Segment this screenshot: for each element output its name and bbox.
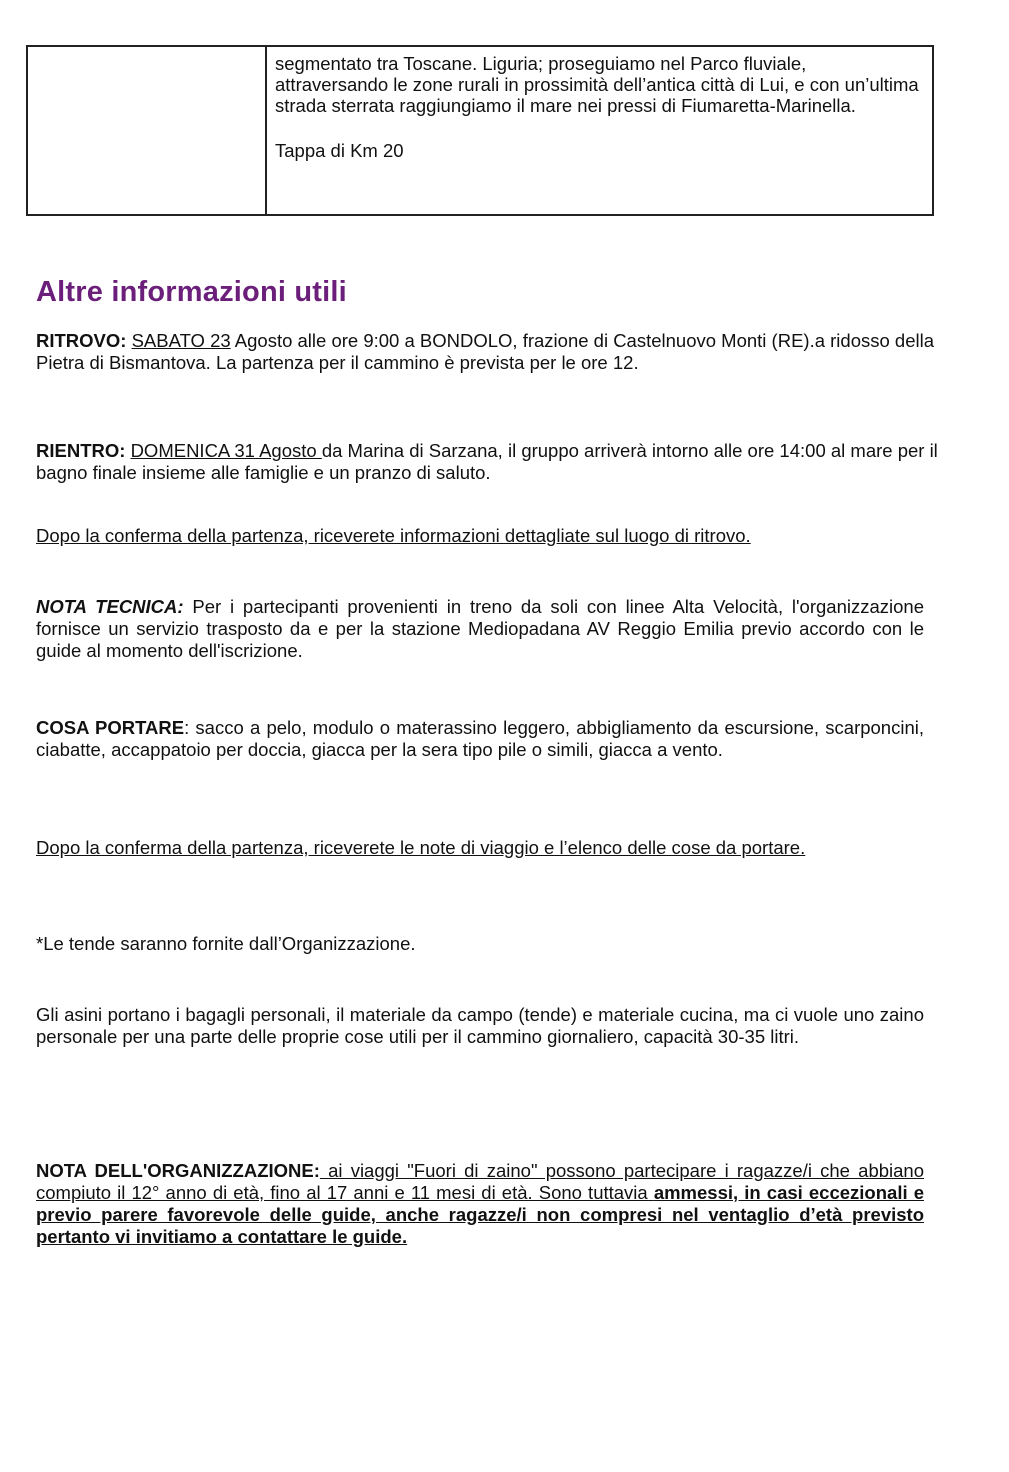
nota-org-text: ai viaggi "Fuori di zaino" possono partecipare i ragazze/i che abbiano compiuto il 12° anno di età, fino al 17 anni e 11 mesi di età. Sono tuttavia xyxy=(36,1160,925,1203)
cosa-portare-paragraph xyxy=(36,717,924,761)
stage-description: segmentato tra Toscane. Liguria; proseguiamo nel Parco fluviale, attraversando le zone rurali in prossimità dell’antica città di Lui, e con un’ultima strada sterrata raggiungiamo il mare nei pressi di Fiumaretta-Marinella. xyxy=(275,53,919,116)
note-cose-da-portare: Dopo la conferma della partenza, riceverete le note di viaggio e l’elenco delle cose da portare. xyxy=(36,837,806,858)
note-ritrovo: Dopo la conferma della partenza, riceverete informazioni dettagliate sul luogo di ritrovo. xyxy=(36,525,751,546)
cosa-portare-label: COSA PORTARE xyxy=(36,717,185,738)
ritrovo-date: SABATO 23 xyxy=(131,330,231,351)
rientro-text: da Marina di Sarzana, il gruppo arriverà intorno alle ore 14:00 al mare per il bagno finale insieme alle famiglie e un pranzo di saluto. xyxy=(36,440,938,483)
rientro-date: DOMENICA 31 Agosto xyxy=(130,440,322,461)
rientro-paragraph xyxy=(36,440,966,484)
section-title: Altre informazioni utili xyxy=(36,276,347,308)
ritrovo-paragraph xyxy=(36,330,966,374)
cosa-portare-text: : sacco a pelo, modulo o materassino leggero, abbigliamento da escursione, scarponcini, ciabatte, accappatoio per doccia, giacca per la sera tipo pile o simili, giacca a vento. xyxy=(36,717,924,760)
nota-tecnica-label: NOTA TECNICA: xyxy=(36,596,184,617)
table-cell-empty xyxy=(28,47,267,214)
table-cell-description xyxy=(267,47,932,214)
ritrovo-text: Agosto alle ore 9:00 a BONDOLO, frazione di Castelnuovo Monti (RE).a ridosso della Pietra di Bismantova. La partenza per il cammino è prevista per le ore 12. xyxy=(36,330,935,373)
nota-org-label: NOTA DELL'ORGANIZZAZIONE: xyxy=(36,1160,320,1181)
stage-table xyxy=(26,45,934,216)
rientro-label: RIENTRO: xyxy=(36,440,126,461)
nota-tecnica-text: Per i partecipanti provenienti in treno da soli con linee Alta Velocità, l'organizzazione fornisce un servizio trasposto da e per la stazione Mediopadana AV Reggio Emilia previo accordo con le guide al momento dell'iscrizione. xyxy=(36,596,924,661)
nota-tecnica-paragraph xyxy=(36,596,924,662)
nota-organizzazione-paragraph xyxy=(36,1160,924,1248)
asini-paragraph: Gli asini portano i bagagli personali, il materiale da campo (tende) e materiale cucina, ma ci vuole uno zaino personale per una parte delle proprie cose utili per il cammino giornaliero, capacità 30-35 litri. xyxy=(36,1004,924,1047)
nota-org-text-bold: ammessi, in casi eccezionali e previo parere favorevole delle guide, anche ragazze/i non compresi nel ventaglio d’età previsto pertanto vi invitiamo a contattare le guide. xyxy=(36,1182,924,1247)
tende-note: *Le tende saranno fornite dall’Organizzazione. xyxy=(36,933,416,954)
ritrovo-label: RITROVO: xyxy=(36,330,127,351)
stage-distance: Tappa di Km 20 xyxy=(275,140,404,161)
